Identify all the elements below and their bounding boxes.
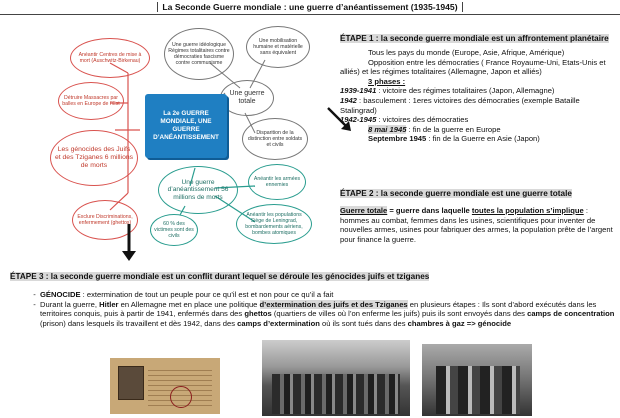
guerre-totale-bubble: Une guerre totale bbox=[220, 80, 274, 116]
armees-bubble: Anéantir les armées ennemies bbox=[248, 164, 306, 200]
detruire-bubble: Détruire Massacres par balles en Europe de l’Est bbox=[58, 82, 124, 120]
hitler-paragraph: - Durant la guerre, Hitler en Allemagne met en place une politique d’extermination des juifs et des Tziganes en plusieurs étapes : Ils sont d’abord exécutés dans les territoires conquis, puis à partir de 1941, enfermés dans des ghettos (quartiers de villes où l’on enferme les juifs) puis ils sont envoyés dans des camps de concentration (prison) dans lesquels ils travaillent et dès 1942, dans des camps d’extermination où ils sont tués dans des chambres à gaz => génocide bbox=[40, 300, 615, 329]
genocide-definition: - GÉNOCIDE : extermination de tout un peuple pour ce qu’il est et non pour ce qu’il a fait bbox=[40, 290, 615, 300]
exclure-bubble: Exclure Discriminations, enfermement (ghettos) bbox=[72, 200, 138, 240]
page-title: La Seconde Guerre mondiale : une guerre d’anéantissement (1935-1945) bbox=[0, 0, 620, 15]
etape2-section bbox=[340, 183, 615, 244]
id-card-portrait bbox=[118, 366, 144, 400]
etape2-heading: ÉTAPE 2 : la seconde guerre mondiale est une guerre totale bbox=[340, 189, 572, 198]
phase-item: 1942 : basculement : 1eres victoires des démocraties (exemple Bataille Stalingrad) bbox=[340, 95, 580, 115]
aneantir-bubble: Anéantir Centres de mise à mort (Auschwitz-Birkenau) bbox=[70, 38, 150, 78]
etape1-bullet: Opposition entre les démocraties ( France Royaume-Uni, Etats-Unis et alliés) et les régimes totalitaires (Allemagne, Japon et alliés) bbox=[340, 57, 606, 77]
etape1-phases: 3 phases : bbox=[368, 76, 406, 86]
mobilisation-bubble: Une mobilisation humaine et matérielle sans équivalent bbox=[246, 26, 310, 68]
center-banner: La 2e GUERRE MONDIALE, UNE GUERRE D’ANÉANTISSEMENT bbox=[145, 94, 227, 158]
etape1-section bbox=[340, 28, 615, 144]
ideologique-bubble: Une guerre idéologique Régimes totalitaires contre démocraties fascisme contre communisme bbox=[164, 28, 234, 80]
photo-crowd bbox=[272, 374, 400, 414]
sub-date-item: Septembre 1945 : fin de la Guerre en Asie (Japon) bbox=[368, 134, 540, 144]
phase-item: 1942-1945 : victoires des démocraties bbox=[340, 115, 469, 125]
genocides-bubble: Les génocides des Juifs et des Tziganes 6 millions de morts bbox=[50, 130, 138, 186]
etape3-heading: ÉTAPE 3 : la seconde guerre mondiale est un conflit durant lequel se déroule les génocides juifs et tziganes bbox=[10, 272, 430, 281]
sub-date-item: 8 mai 1945 : fin de la guerre en Europe bbox=[368, 124, 501, 134]
etape1-heading: ÉTAPE 1 : la seconde guerre mondiale est un affrontement planétaire bbox=[340, 34, 609, 43]
aneantissement-bubble: Une guerre d’anéantissement 56 millions de morts bbox=[158, 166, 238, 214]
mind-map bbox=[10, 18, 320, 246]
id-card-photo bbox=[110, 358, 220, 414]
photo-figures bbox=[436, 366, 520, 414]
soixante-bubble: 60 % des victimes sont des civils bbox=[150, 214, 198, 246]
deportation-photo bbox=[422, 344, 532, 416]
etape2-text: Guerre totale = guerre dans laquelle toutes la population s’implique : hommes au combat, femmes dans les usines, scientifiques pour inventer de nouvelles armes, usines pour fabriquer des armes, la population prête de l’argent pour finance la guerre. bbox=[340, 206, 613, 244]
populations-bubble: Anéantir les populations Siège de Leningrad, bombardements aériens, bombes atomiques bbox=[236, 204, 312, 244]
disparition-bubble: Disparition de la distinction entre soldats et civils bbox=[242, 118, 308, 160]
etape1-bullet: Tous les pays du monde (Europe, Asie, Afrique, Amérique) bbox=[368, 48, 565, 57]
phase-item: 1939-1941 : victoire des régimes totalitaires (Japon, Allemagne) bbox=[340, 86, 555, 96]
arrow-down-icon bbox=[119, 224, 139, 262]
etape3-section bbox=[10, 266, 615, 328]
ghetto-photo bbox=[262, 340, 410, 416]
id-card-stamp bbox=[170, 386, 192, 408]
